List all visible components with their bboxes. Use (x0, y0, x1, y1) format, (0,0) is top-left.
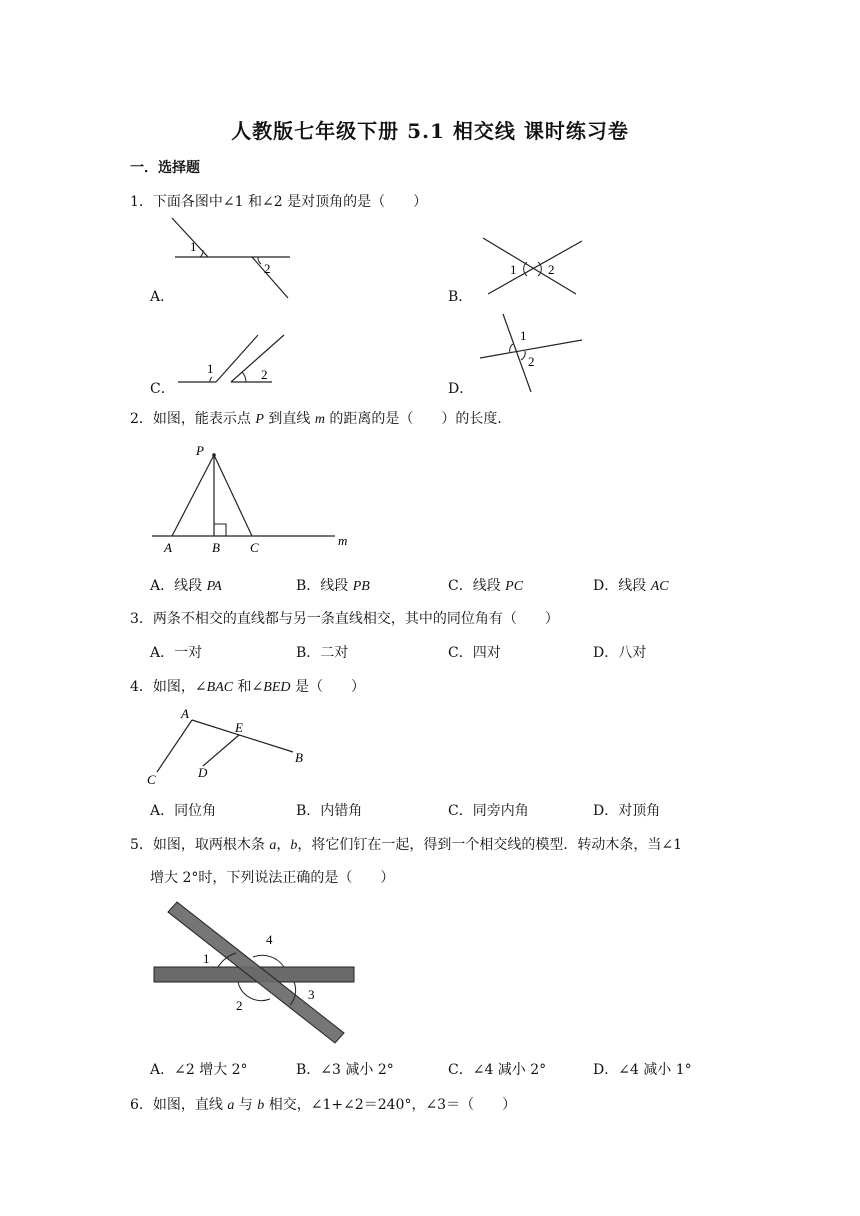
question-6-stem (130, 1094, 516, 1114)
question-2-stem (130, 408, 511, 428)
q5-stem-part: ，将它们钉在一起，得到一个相交线的模型．转动木条，当∠1 (297, 837, 682, 853)
q4-angle-bed: BED (263, 680, 291, 695)
q4-option-b[interactable]: B．内错角 (296, 803, 363, 819)
q2-option-a[interactable] (150, 575, 222, 595)
q5-stem-part: 5．如图，取两根木条 (130, 837, 270, 853)
q1d-angle-1-label: 1 (520, 328, 527, 343)
q5-option-a[interactable]: A．∠2 增大 2° (150, 1062, 248, 1078)
q4-stem-part: 4．如图，∠ (130, 679, 207, 695)
q4-label-d: D (198, 765, 208, 780)
q2-option-d[interactable] (593, 575, 669, 595)
q4-angle-bac: BAC (206, 680, 234, 695)
q2-option-prefix: A．线段 (150, 578, 207, 594)
q4-figure (145, 702, 315, 790)
q5-option-c[interactable]: C．∠4 减小 2° (448, 1062, 547, 1078)
q2-line-m: m (314, 412, 325, 427)
section-heading: 一．选择题 (130, 160, 200, 176)
q3-option-a[interactable]: A．一对 (150, 645, 203, 661)
q4-label-c: C (147, 772, 156, 787)
q6-line-a: a (227, 1098, 235, 1113)
q1-figure-b (478, 236, 588, 301)
q1d-angle-2-label: 2 (528, 354, 535, 369)
q1-option-a[interactable]: A． (150, 289, 175, 305)
q2-label-a: A (164, 540, 172, 555)
q1-figure-a (170, 218, 300, 303)
q4-label-e: E (235, 720, 243, 735)
q2-option-seg: PC (505, 579, 524, 594)
q2-stem-part: 到直线 (263, 411, 315, 427)
q2-option-seg: PB (352, 579, 370, 594)
q1a-angle-2-label: 2 (264, 261, 271, 276)
q4-option-c[interactable]: C．同旁内角 (448, 803, 529, 819)
q5-angle-4-label: 4 (266, 932, 273, 947)
q5-figure (150, 895, 365, 1050)
q5-option-d[interactable]: D．∠4 减小 1° (593, 1062, 692, 1078)
q3-option-d[interactable]: D．八对 (593, 645, 647, 661)
q2-option-seg: PA (206, 579, 222, 594)
q1-option-b[interactable]: B． (448, 289, 473, 305)
q4-stem-part: 是（ ） (290, 679, 365, 695)
q2-label-m: m (338, 533, 348, 548)
q5-stick-b: b (290, 838, 298, 853)
q2-label-c: C (250, 540, 259, 555)
q2-option-prefix: B．线段 (296, 578, 353, 594)
q6-line-b: b (257, 1098, 265, 1113)
q1-figure-d (478, 312, 588, 394)
q5-angle-2-label: 2 (236, 998, 243, 1013)
q3-option-c[interactable]: C．四对 (448, 645, 501, 661)
q1a-angle-1-label: 1 (190, 239, 197, 254)
question-1-stem: 1．下面各图中∠1 和∠2 是对顶角的是（ ） (130, 194, 428, 210)
q2-stem-part: 的距离的是（ ）的长度． (324, 411, 512, 427)
q1b-angle-2-label: 2 (548, 262, 555, 277)
q4-label-a: A (181, 706, 189, 721)
q5-stick-a: a (269, 838, 277, 853)
q1c-angle-2-label: 2 (261, 367, 268, 382)
q5-angle-3-label: 3 (308, 987, 315, 1002)
q1-figure-c (176, 333, 286, 388)
q2-stem-part: 2．如图，能表示点 (130, 411, 256, 427)
q2-label-p: P (196, 443, 204, 458)
q2-figure (150, 440, 360, 558)
q4-stem-part: 和∠ (233, 679, 264, 695)
page-title: 人教版七年级下册 5.1 相交线 课时练习卷 (231, 119, 629, 143)
q6-stem-part: 与 (234, 1097, 258, 1113)
q2-option-prefix: C．线段 (448, 578, 506, 594)
q5-option-b[interactable]: B．∠3 减小 2° (296, 1062, 394, 1078)
question-5-stem-line1 (130, 834, 682, 854)
q3-option-b[interactable]: B．二对 (296, 645, 349, 661)
question-3-stem: 3．两条不相交的直线都与另一条直线相交，其中的同位角有（ ） (130, 611, 559, 627)
q2-label-b: B (212, 540, 220, 555)
q4-option-a[interactable]: A．同位角 (150, 803, 217, 819)
q2-option-seg: AC (650, 579, 669, 594)
q1c-angle-1-label: 1 (207, 361, 214, 376)
q5-stem-part: ， (276, 837, 291, 853)
question-4-stem (130, 676, 365, 696)
q6-stem-part: 6．如图，直线 (130, 1097, 228, 1113)
q6-stem-part: 相交，∠1+∠2＝240°，∠3＝（ ） (264, 1097, 517, 1113)
question-5-stem-line2: 增大 2°时，下列说法正确的是（ ） (150, 870, 395, 886)
q2-option-b[interactable] (296, 575, 370, 595)
q4-option-d[interactable]: D．对顶角 (593, 803, 661, 819)
q5-angle-1-label: 1 (203, 951, 210, 966)
q2-point-p: P (255, 412, 264, 427)
q4-label-b: B (295, 750, 303, 765)
q1b-angle-1-label: 1 (510, 262, 517, 277)
q2-option-prefix: D．线段 (593, 578, 651, 594)
q2-option-c[interactable] (448, 575, 523, 595)
q1-option-c[interactable]: C． (150, 381, 175, 397)
q1-option-d[interactable]: D． (448, 381, 474, 397)
